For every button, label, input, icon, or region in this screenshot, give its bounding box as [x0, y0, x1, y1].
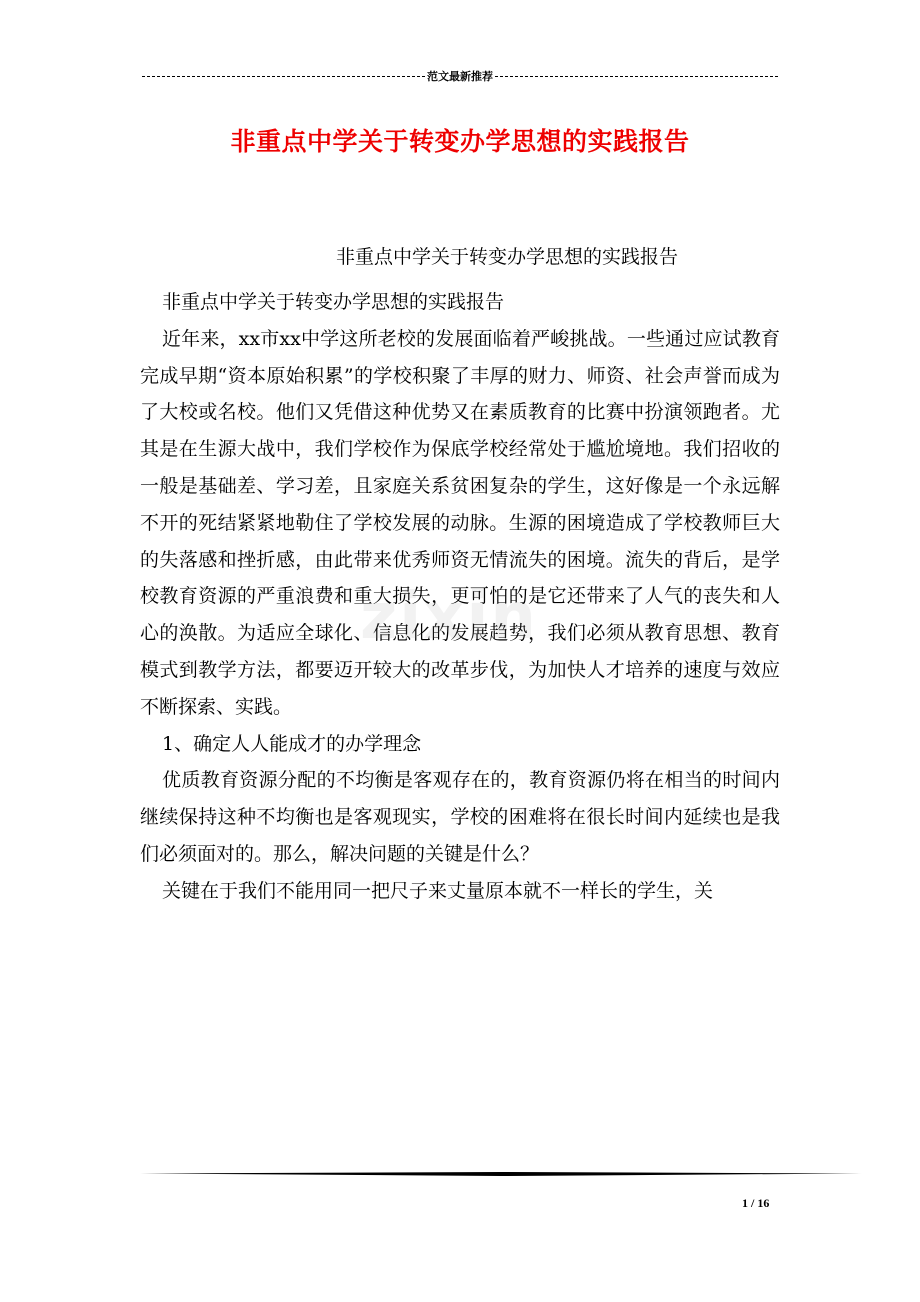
watermark: zixin	[360, 580, 538, 654]
body-paragraph: 近年来，xx市xx中学这所老校的发展面临着严峻挑战。一些通过应试教育完成早期“资本原始积累”的学校积聚了丰厚的财力、师资、社会声誉而成为了大校或名校。他们又凭借这种优势又在素质教育的比赛中扮演领跑者。尤其是在生源大战中，我们学校作为保底学校经常处于尴尬境地。我们招收的一般是基础差、学习差，且家庭关系贫困复杂的学生，这好像是一个永远解不开的死结紧紧地勒住了学校发展的动脉。生源的困境造成了学校教师巨大的失落感和挫折感，由此带来优秀师资无情流失的困境。流失的背后，是学校教育资源的严重浪费和重大损失，更可怕的是它还带来了人气的丧失和人心的涣散。为适应全球化、信息化的发展趋势，我们必须从教育思想、教育模式到教学方法，都要迈开较大的改革步伐，为加快人才培养的速度与效应不断探索、实践。	[140, 327, 780, 718]
body-paragraph: 非重点中学关于转变办学思想的实践报告	[162, 291, 505, 313]
body-paragraph: 优质教育资源分配的不均衡是客观存在的，教育资源仍将在相当的时间内继续保持这种不均衡也是客观现实，学校的困难将在很长时间内延续也是我们必须面对的。那么，解决问题的关键是什么？	[140, 769, 780, 865]
header-dash-right	[495, 76, 778, 77]
section-heading: 1、确定人人能成才的办学理念	[162, 732, 422, 755]
footer-rule	[140, 1172, 862, 1176]
page-header	[140, 68, 780, 84]
header-dash-left	[142, 76, 425, 77]
body-paragraph: 关键在于我们不能用同一把尺子来丈量原本就不一样长的学生，关	[162, 879, 714, 902]
document-body	[140, 284, 780, 910]
document-title: 非重点中学关于转变办学思想的实践报告	[230, 127, 690, 156]
page-number: 1 / 16	[742, 1196, 770, 1210]
document-subtitle: 非重点中学关于转变办学思想的实践报告	[336, 246, 679, 268]
header-label: 范文最新推荐	[427, 70, 493, 83]
